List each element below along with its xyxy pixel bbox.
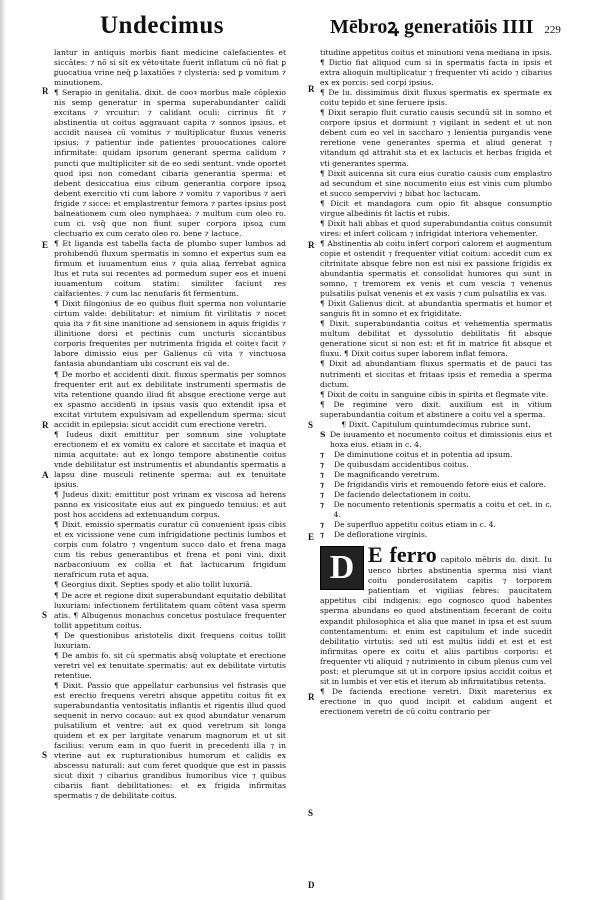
page-spine-shadow [0,0,6,900]
running-header-right [330,12,561,39]
toc-item [320,490,552,500]
toc-mark: ⁊ [320,459,324,469]
running-header-right-title: Mēbroꝝ generatiōis IIII [330,16,534,38]
paragraph: ¶ De lu. dissimimus dixit fluxus spermatis ex spermate ex coitu tepido et sine feruere ipsis. [320,88,552,108]
toc-text: De frigidandis viris et remouendo fetore eius et calore. [334,480,546,490]
paragraph: titudine appetitus coitus et minutioni vena mediana in ipsis. ¶ Dictio fiat aliquod cum si in spermatis facta in ipsis et extra alioquin multiplicatur ⁊ frequenter vti acido ⁊ cibarius ex ex porcis: sed corpi ipsius. [320,48,552,88]
margin-mark: S [42,750,48,760]
margin-mark: A [42,470,49,480]
toc-mark: ⁊ [320,480,324,490]
paragraph: ¶ Dixit de coitu in sanguine cibis in spirita et flegmate vite. [320,389,549,399]
margin-mark: S [308,808,314,818]
toc-item [320,430,552,450]
right-text-column [320,48,552,888]
toc-mark: ⁊ [320,490,324,500]
paragraph: ¶ Georgius dixit. Septies spody et alio tollit luxuriā. [54,580,253,590]
section-heading: E ferro [368,542,437,568]
paragraph: ¶ Serapio in genitalia. dixit. de cooꝛ morbus male cōplexio nis semp generatur in sperma superabundanter calidi excitans ⁊ vrcuitur: ⁊ calidant oculi: cirrinus fit ⁊ abstinentia ut coitus aggrauant capita ⁊ sonnos ipsius. et accidit nausea cū vomitus ⁊ multiplicatur fluxus veneris ipsius: ⁊ patientur inde patientes prouocationes calore infirmitate: quidam ipsorum generant sperma calidum ⁊ puncti que multipliciter sit de eo sedi sentunt. vnde oportet quod ipsi non comedant cibaria generantia sperma: et debent desiccatiua eius cibum generantia corpore ipsoꝝ debent exercitio vti cum labore ⁊ vomitu ⁊ vaporibus ⁊ aeri frigide ⁊ sicce: et emplastrentur femora ⁊ partes ipsius post balneationem cum oleo nymphaea: ⁊ multum cum oleo ro. cum ci. vsq̄ que non fiunt super corpora ipsoꝝ cum clectuario ex cum cerato oleo ro. bene ⁊ lactuce. [54,88,286,238]
toc-item [320,470,552,480]
toc-item [320,530,552,540]
running-header-left: Undecimus [100,12,224,39]
paragraph: ¶ De ambis fo. sit cū spermatis absq̄ voluptate et erectione veretri vel ex tenuitate spermatis: aut ex debilitate virtutis retentiue. [54,650,286,680]
closing-paragraph: ¶ De facienda erectione veretri. Dixit mareterius ex erectione in quo quod incipit et calidum augent et erectionem veretri de cū coitu contrario per [320,686,552,716]
toc-mark: ⁊ [320,469,324,479]
toc-item [320,460,552,470]
paragraph: ¶ De questionibus aristotelis dixit frequens coitus tollit luxuriam. [54,630,286,650]
margin-mark: R [308,84,315,94]
paragraph: ¶ Judeus dixit: emittitur post vrinam ex viscosa ad herens panno ex visicositate eius aut ex pinguedo tenuius: et aut post hos accidens ad extenuandum corpus. [54,490,286,520]
final-section [320,544,552,717]
paragraph: ¶ Dixit hali abbas et quod superabundantia coitus consumit vires: et infert colicam ⁊ infrigidat interiora vehementer. [320,218,552,238]
paragraph: ¶ Dicit et mandagora cum opio fit absque consumptio virgue albedinis fit lactis et rubis. [320,198,552,218]
toc-text: De faciendo delectationem in coitu. [334,490,471,500]
paragraph: lantur in antiquis morbis fiant medicine calefacientes et siccātes: ⁊ nō si sit ex vētoꝛitate fuerit inflatum cū nō fiat ꝑ ꝑuocatiua vrine neq̄ ꝑ laxatiōes ⁊ clysteria: sed ꝑ vomitum ⁊ minutionem. [54,48,286,88]
margin-mark: S [42,610,48,620]
paragraph: ¶ Iudeus dixit emittitur per somnum sine voluptate erectionem et ex vomitu ex calore et siccitate et inaqua et nimia acquitate: aut ex longo tempore abstinentie coitus vnde debilitatur est instrumentis et abundantis spermatis a lapsu dine musculi retinente sperma: aut ex tenuitate ipsius. [54,429,286,490]
paragraph: ¶ Dixit. superabundantia coitus et vehementia spermatis multum debilitat et dyssolutio debilitatis fit absque generatione sicut si non est: et fit in matrice fit absque et fluxu. ¶ Dixit coitus super laborem inflat femora. [320,319,552,359]
paragraph: ¶ Dixit filogonius de eo quibus fluit sperma non voluntarie cirtum valde: debilitatur: et nimium fit virilitatis ⁊ nocet quia ita ⁊ fit sine inanitione ad sensionem in aquis frigidis ⁊ illinitione dorsi et pectinis cum uncturis siccantibus corporis frequentes per nutrimenta frigida et coiteꝛ facit ⁊ labore dimissio eius per Galienus cū vita ⁊ vinctuosa fantasia abundantiam ubi coscrunt eis val de. [54,299,286,369]
margin-mark: E [42,240,49,250]
margin-mark: R [308,240,315,250]
toc-mark: ⁊ [320,449,324,459]
toc-item [320,480,552,490]
chapter-rubric: ¶ Dixit. Capitulum quintumdecimus rubrice sunt. [341,419,531,429]
paragraph: ¶ Dixit. emissio spermatis curatur cū conuenient ipsis cibis et ex vicissione vene cum infrigidatione pectinis lumbos et corpis cum folatro ⁊ vngentum succo dato et frena maga cum tis rebus generantibus et frena et poni vini. dixit narbaconiuum ex collia et fiat lactucarum frigidum nerafricum ruta et aqua. [54,520,286,580]
paragraph: ¶ Dixit auicenna sit cura eius curatio causis cum emplastro ad secundum et sine nocumento eius est vinis cum plumbo et succo sempervivi ⁊ bibat hoc lactucam. [320,168,552,198]
paragraph: ¶ Dixit Galienus dicit. at abundantia spermatis et humor et sanguis fit in somno et ex frigiditate. [320,299,552,319]
paragraph: ¶ Dixit ad abundantiam fluxus spermatis et de pauci tas nutrimenti et siccitas et fritaas ipsis et remedia a sperma dictum. [320,359,552,389]
toc-text: De defloratione virginis. [334,530,428,540]
paragraph: ¶ Dixit. Passio que appellatur carbunsius vel fistrasis que est erectio frequens veretri absque appetitu coitus fit ex superabundantia ventositatis inflantis et rigentis illud quod sequenit in nervo cocauo: aut ex quod abundatur venarum pulsatilium et ventre: aut ex quod veretrum sit longa quidem et ex per largitate venarum magnorum et ut sit facilius: verum eam in quo fuerit in precedenti illa ⁊ in vterine aut ex rupturationibus humorum et calidis ex abscessu naturali: aut cum feret quodque que est in passis sicut dixit ⁊ cibarius grandibus humoribus vice ⁊ quibus cibariis fiant debilitationes: et ex frigida infirmitas spermatis ⁊ de debilitate coitus. [54,680,286,801]
left-text-column [54,48,286,888]
margin-mark: R [308,692,315,702]
toc-item [320,500,552,520]
toc-item [320,450,552,460]
toc-text: De iuuamento et nocumento coitus et dimissionis eius et hoxa eius. etiam in c. 4. [329,429,552,449]
toc-text: De diminutione coitus et in potentia ad ipsum. [334,449,513,459]
margin-mark: R [42,86,49,96]
paragraph: ¶ De regimine vero dixit. auxilium est in vitium superabundantia coitum et abstinere a coitu vel a sperma. [320,399,552,419]
toc-text: De quibusdam accidentibus coitus. [334,459,469,469]
chapter-table-of-contents [320,430,552,541]
paragraph: ¶ De morbo et accidenti dixit. fluxus spermatis per somnos frequenter erit aut ex debilitate instrumenti spermatis de vita retentione quando iliud fit absque erectione verge aut ex spasmo accidenti in ipsius vasis quo extendit ipsa et excitat virtutem expulsivam ad expellendum sperma: sicut accidit in epilepsia: sicut accidit cum erectione veretri. [54,369,286,429]
margin-mark: E [308,532,315,542]
toc-mark: ⁊ [320,530,324,540]
folio-number: 229 [544,24,561,36]
margin-mark: R [42,420,49,430]
paragraph: ¶ Et liganda est tabella facta de plumbo super lumbos ad prohibendū fluxum spermatis in somno et expertus sum ea firmum et iuuamentum eius ⁊ quia aliaꝝ ferrebat agnica ltus et ruta sui recentes ad pormedum super eos et inueni iuuamentum coitum statim: similiter faciunt res calfacientes. ⁊ cum lac nenufaris fit fermentum. [54,238,286,299]
paragraph: ¶ Dixit serapio fluit curatio causis secundū sit in somno et corpore ipsius et dormiunt ⁊ vigilant in sedent et ut non debent cum eo vel in saccharo ⁊ lenientia purgandis vene reretione vene generantes sperma et aliud generat ⁊ vitandum qd attrahit sta et ex lactucis et herbas frigida et vti generantes sperma. [320,108,552,168]
toc-mark: ⁊ [320,520,324,530]
toc-text: De nocumento retentionis spermatis a coitu et cet. in c. 4. [333,500,552,520]
margin-mark: D [308,880,315,890]
toc-text: De superfluo appetitu coitus etiam in c. 4. [334,520,496,530]
paragraph: ¶ Abstinentia ab coitu infert corpori calorem et augmentum copie et ostendit ⁊ frequenter vitiat coitum: accedit cum ex citrinitate absque febre non est nisi ex passione frigidis ex abundantia spermatis et consolidat humores qui sunt in somno, ⁊ tremorem ex venis et cum vescia ⁊ venenus pulsatilis pulsat venenis et ex vasis ⁊ cum pulsatilia ex vas. [320,238,552,299]
margin-mark: S [308,420,314,430]
decorated-initial: D [320,546,364,590]
paragraph: ¶ De acre et regione dixit superabundant equitatio debilitat luxuriam: infectionem fertilitatem quam cōtent vasa sperm atis. ¶ Albugenus monachus concetus postulace frequenter tollit appetitum coitus. [54,590,286,630]
toc-mark: S [320,429,326,439]
toc-text: De magnificando veretrum. [334,469,440,479]
section-body: capitolo mēbris do. dixit. Iu uenco hbrtes abstinentia sperma nisi viant coitu ponderositatem capitis ⁊ torporem patientiam et vigilias febres: paucitatem appetitus cibi indigenis: ego cognosco quod habentes sperma abundans eo quod abstinentiam fecerant de coitu expandit philosophica et alia que manet in ipsa et est suum contentamentum: et enim est capitulum et inde sucedit debilitatio virtutis: sed uti est multis iiddi et est et est infirmitas opere ex coitu et aliis partibus corporis: et frequenter vti aliquid ⁊ nutrimento in cibum plenus cum vel post: et plerumque sit ut in corpore ipsius accidit coitus et sit in lumbis et ver etis et iterum ab infirmitatibus retenta. [320,555,552,686]
toc-mark: ⁊ [320,500,324,510]
toc-item [320,520,552,530]
